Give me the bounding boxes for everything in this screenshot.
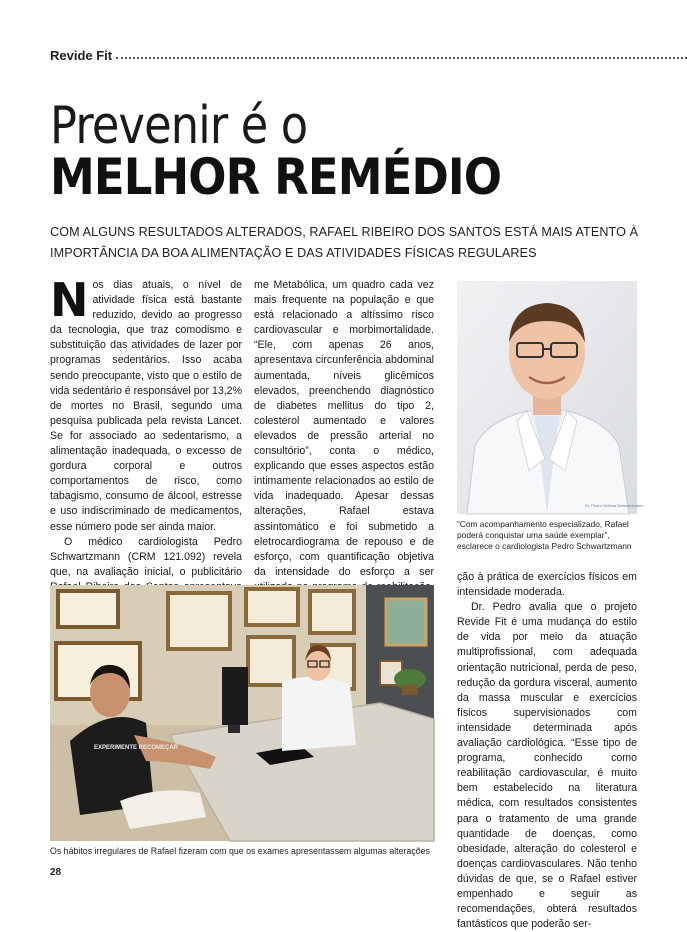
article-column-2 [254,278,434,578]
office-scene-illustration [50,585,434,841]
page-number: 28 [50,867,62,878]
article-column-1 [50,273,242,578]
doctor-photo-caption [457,519,639,551]
office-photo [50,585,434,841]
article-paragraph-5: Dr. Pedro avalia que o projeto Revide Fit é uma mudança do estilo de vida por meio da atuação multiprofissional, com adequada orientação nutricional, perda de peso, redução da gordura visceral, aumento da massa muscular e exercícios físicos supervisionados com intensidade determinada após avaliação cardiológica. “Esse tipo de programa, conhecido como reabilitação cardiovascular, é muito bem estabelecido na literatura médica, com resultados consistentes para o tratamento de uma grande quantidade de doenças, como obesidade, alteração do colesterol e doenças cardiovasculares. Não tenho dúvidas de que, se o Rafael estiver empenhado e seguir as recomendações, obterá resultados fantásticos que poderão ser- [457,601,637,931]
section-label: Revide Fit [50,48,113,63]
subheadline: COM ALGUNS RESULTADOS ALTERADOS, RAFAEL RIBEIRO DOS SANTOS ESTÁ MAIS ATENTO À IMPORTÂNCIA DA BOA ALIMENTAÇÃO E DAS ATIVIDADES FÍSICAS REGULARES [50,225,639,260]
drop-cap: N [50,273,89,327]
office-photo-caption: Os hábitos irregulares de Rafael fizeram com que os exames apresentassem algumas alterações [50,846,430,856]
article-column-3 [457,570,637,931]
headline-line-1: Prevenir é o [50,96,308,156]
shirt-print: EXPERIMENTE RECOMEÇAR [94,745,179,751]
dotted-divider [116,57,687,59]
doctor-photo [457,281,644,514]
coat-embroidery: Dr. Pedro Vellosa Schwartzmann [585,503,644,508]
article-paragraph-3: me Metabólica, um quadro cada vez mais frequente na população e que está relacionado a altíssimo risco cardiovascular e morbimortalidade. “Ele, com apenas 26 anos, apresentava circunferência abdominal aumentada, níveis glicêmicos elevados, preenchendo diagnóstico de diabetes mellitus do tipo 2, colesterol aumentado e valores elevados de pressão arterial no consultório”, conta o médico, explicando que esses aspectos estão intimamente relacionados ao estilo de vida inadequado. Apesar dessas alterações, Rafael estava assintomático e foi submetido a eletrocardiograma de repouso e de esforço, com quantificação objetiva da intensidade do esforço a ser [254,279,434,578]
headline-line-2: MELHOR REMÉDIO [50,148,502,206]
caption-attribution: esclarece o cardiologista Pedro Schwartzmann [457,540,632,551]
paragraph-1-text: os dias atuais, o nível de atividade física está bastante reduzido, devido ao progresso da tecnologia, que traz comodismo e substituição das atividades de lazer por programas sedentários. Isso acaba sendo preocupante, visto que o estilo de vida sedentário é responsável por 13,2% de mortes no Brasil, segundo uma pesquisa publicada pela revista Lancet. Se for associado ao sedentarismo, a alimentação inadequada, o excesso de gordura corporal e outros comportamentos de risco, como tabagismo, consumo de álcool, estresse e uso indiscriminado de medicamentos, esse número pode ser ainda maior. [50,279,242,533]
article-paragraph-1 [50,273,242,535]
doctor-portrait-illustration [457,281,644,514]
caption-quote: “Com acompanhamento especializado, Rafael poderá conquistar uma saúde exemplar”, [457,519,629,540]
article-paragraph-4: ção à prática de exercícios físicos em intensidade moderada. [457,571,637,599]
section-header [50,48,687,64]
article-paragraph-2: O médico cardiologista Pedro Schwartzmann (CRM 121.092) revela que, na avaliação inicial, o publicitário [50,535,242,578]
